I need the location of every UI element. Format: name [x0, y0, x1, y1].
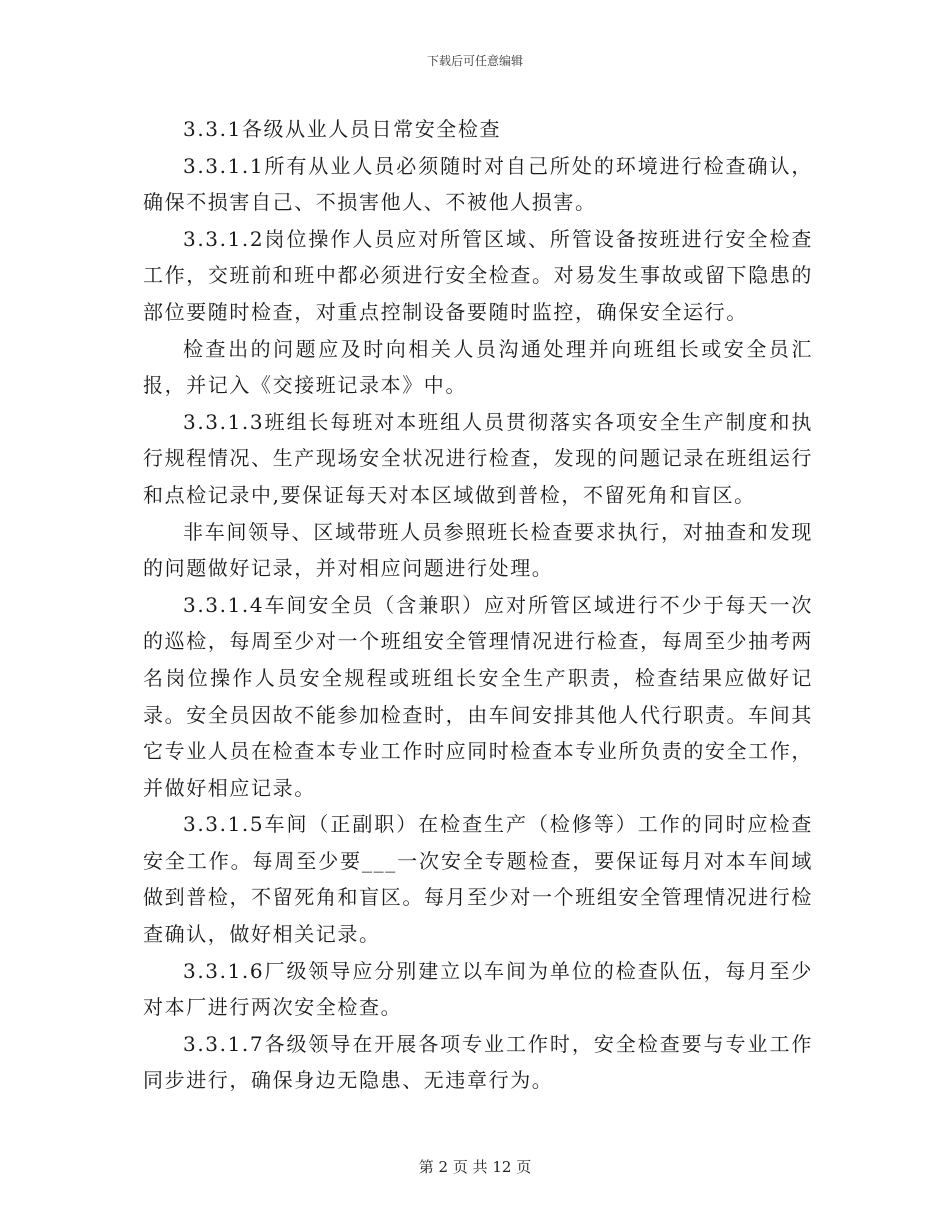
paragraph-reporting: 检查出的问题应及时向相关人员沟通处理并向班组长或安全员汇报，并记入《交接班记录本》中。 — [143, 336, 813, 398]
paragraph-3-3-1-2: 3.3.1.2岗位操作人员应对所管区域、所管设备按班进行安全检查工作，交班前和班中都必须进行安全检查。对易发生事故或留下隐患的部位要随时检查，对重点控制设备要随时监控，确保安全运行。 — [143, 226, 813, 324]
document-body — [143, 111, 813, 1099]
paragraph-3-3-1-3: 3.3.1.3班组长每班对本班组人员贯彻落实各项安全生产制度和执行规程情况、生产现场安全状况进行检查，发现的问题记录在班组运行和点检记录中,要保证每天对本区域做到普检，不留死角和盲区。 — [143, 409, 813, 507]
page-number-footer: 第 2 页 共 12 页 — [418, 1158, 532, 1176]
paragraph-3-3-1-4: 3.3.1.4车间安全员（含兼职）应对所管区域进行不少于每天一次的巡检，每周至少对一个班组安全管理情况进行检查，每周至少抽考两名岗位操作人员安全规程或班组长安全生产职责，检查结果应做好记录。安全员因故不能参加检查时，由车间安排其他人代行职责。车间其它专业人员在检查本专业工作时应同时检查本专业所负责的安全工作，并做好相应记录。 — [143, 592, 813, 800]
paragraph-3-3-1-5: 3.3.1.5车间（正副职）在检查生产（检修等）工作的同时应检查安全工作。每周至少要___一次安全专题检查，要保证每月对本车间域做到普检，不留死角和盲区。每月至少对一个班组安全管理情况进行检查确认，做好相关记录。 — [143, 812, 813, 947]
paragraph-3-3-1-1: 3.3.1.1所有从业人员必须随时对自己所处的环境进行检查确认，确保不损害自己、不损害他人、不被他人损害。 — [143, 153, 813, 215]
page-header: 下载后可任意编辑 — [426, 54, 523, 68]
section-heading-3-3-1: 3.3.1各级从业人员日常安全检查 — [183, 117, 502, 141]
paragraph-3-3-1-7: 3.3.1.7各级领导在开展各项专业工作时，安全检查要与专业工作同步进行，确保身边无隐患、无违章行为。 — [143, 1031, 813, 1093]
paragraph-3-3-1-6: 3.3.1.6厂级领导应分别建立以车间为单位的检查队伍，每月至少对本厂进行两次安全检查。 — [143, 958, 813, 1020]
paragraph-non-workshop-leaders: 非车间领导、区域带班人员参照班长检查要求执行，对抽查和发现的问题做好记录，并对相应问题进行处理。 — [143, 519, 813, 581]
